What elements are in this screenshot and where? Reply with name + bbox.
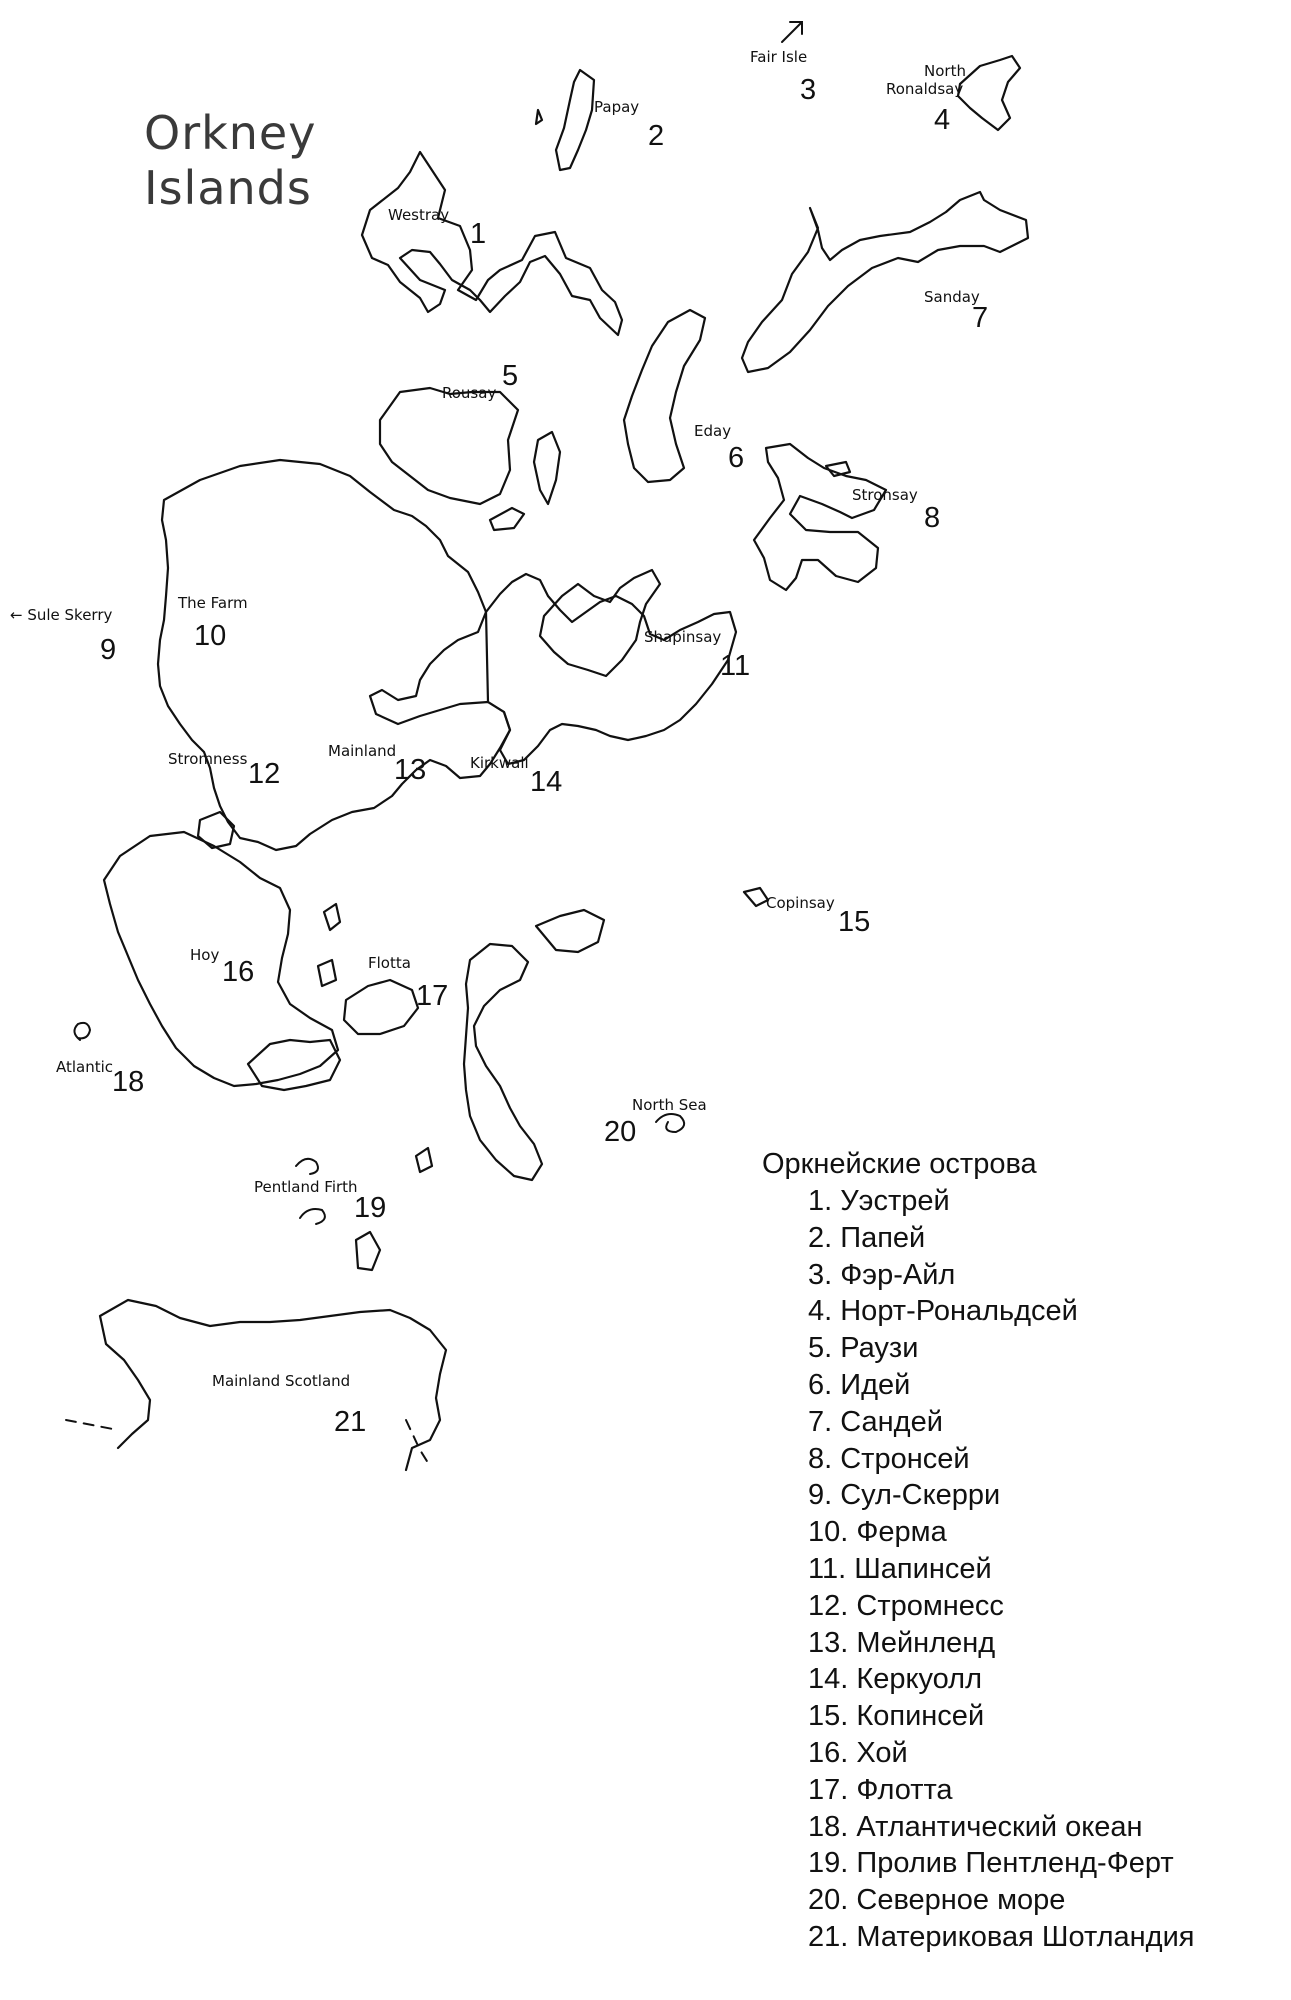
marker-number-19: 19 (354, 1192, 387, 1224)
label-papay: Papay (594, 98, 640, 116)
legend (762, 1146, 1194, 1956)
marker-number-20: 20 (604, 1116, 637, 1148)
label-sanday: Sanday (924, 288, 980, 306)
egilsay-island (534, 432, 560, 504)
legend-item: 18. Атлантический океан (808, 1810, 1143, 1843)
marker-number-12: 12 (248, 758, 281, 790)
legend-item: 6. Идей (808, 1368, 911, 1401)
label-shapinsay: Shapinsay (644, 628, 722, 646)
shapinsay-island (540, 570, 660, 676)
copinsay-island (744, 888, 768, 906)
westray-island (362, 152, 622, 335)
north-sea-swirl-icon (656, 1114, 684, 1132)
legend-item: 9. Сул-Скерри (808, 1479, 1001, 1512)
graemsay-island (198, 812, 234, 848)
legend-item: 21. Материковая Шотландия (808, 1920, 1195, 1953)
hoy-island (104, 832, 338, 1086)
legend-list (762, 1183, 1194, 1956)
legend-item: 8. Стронсей (808, 1442, 970, 1475)
legend-item: 14. Керкуолл (808, 1663, 983, 1696)
fara-island (318, 960, 336, 986)
marker-number-18: 18 (112, 1066, 145, 1098)
sanday-island (742, 192, 1028, 372)
rousay-island (380, 388, 518, 504)
label-hoy: Hoy (190, 946, 220, 964)
marker-number-17: 17 (416, 980, 449, 1012)
label-eday: Eday (694, 422, 732, 440)
legend-heading: Оркнейские острова (762, 1148, 1037, 1180)
marker-number-21: 21 (334, 1406, 367, 1438)
marker-number-8: 8 (924, 502, 941, 534)
coastline-dashed-left (66, 1420, 118, 1430)
legend-item: 10. Ферма (808, 1516, 947, 1549)
marker-number-5: 5 (502, 360, 519, 392)
marker-number-3: 3 (800, 74, 817, 106)
legend-item: 7. Сандей (808, 1405, 943, 1438)
eday-island (624, 310, 705, 482)
label-mainland-scotland: Mainland Scotland (212, 1372, 351, 1390)
legend-item: 19. Пролив Пентленд-Ферт (808, 1847, 1174, 1880)
label-atlantic: Atlantic (56, 1058, 114, 1076)
marker-number-9: 9 (100, 634, 117, 666)
mainland-east (486, 574, 736, 764)
stronsay-island (754, 444, 886, 590)
wyre-island (490, 508, 524, 530)
label-stronsay: Stronsay (852, 486, 918, 504)
label-sule-skerry: ← Sule Skerry (10, 606, 113, 624)
marker-number-7: 7 (972, 302, 989, 334)
legend-item: 13. Мейнленд (808, 1626, 996, 1659)
legend-item: 16. Хой (808, 1736, 908, 1769)
mainland-island (158, 460, 510, 850)
legend-item: 11. Шапинсей (808, 1552, 992, 1585)
map-title (144, 106, 316, 216)
fair-isle-arrow-icon (782, 22, 802, 42)
legend-item: 20. Северное море (808, 1884, 1066, 1917)
legend-item: 12. Стромнесс (808, 1589, 1004, 1622)
label-stromness: Stromness (168, 750, 248, 768)
flotta-island (344, 980, 418, 1034)
map-title-line1: Orkney (144, 106, 317, 160)
label-north-sea: North Sea (632, 1096, 707, 1114)
label-the-farm: The Farm (178, 594, 248, 612)
marker-number-16: 16 (222, 956, 255, 988)
legend-item: 17. Флотта (808, 1773, 953, 1806)
label-pentland-firth: Pentland Firth (254, 1178, 358, 1196)
cava-island (324, 904, 340, 930)
marker-number-2: 2 (648, 120, 665, 152)
label-mainland: Mainland (328, 742, 397, 760)
label-north-ronaldsay-2: Ronaldsay (886, 80, 964, 98)
marker-number-1: 1 (470, 218, 487, 250)
burray-island (536, 910, 604, 952)
label-copinsay: Copinsay (766, 894, 835, 912)
label-flotta: Flotta (368, 954, 411, 972)
label-rousay: Rousay (442, 384, 497, 402)
label-westray: Westray (388, 206, 450, 224)
papay-islet (536, 110, 542, 124)
papay-island (556, 70, 594, 170)
marker-number-14: 14 (530, 766, 563, 798)
marker-number-10: 10 (194, 620, 227, 652)
marker-number-11: 11 (720, 650, 751, 682)
marker-number-15: 15 (838, 906, 871, 938)
legend-item: 2. Папей (808, 1221, 926, 1254)
legend-item: 3. Фэр-Айл (808, 1258, 956, 1291)
papa-stronsay-island (826, 462, 850, 476)
marker-number-4: 4 (934, 104, 951, 136)
legend-item: 5. Раузи (808, 1332, 919, 1365)
label-fair-isle: Fair Isle (750, 48, 808, 66)
legend-item: 4. Норт-Рональдсей (808, 1295, 1078, 1328)
atlantic-swirl-icon (74, 1023, 90, 1040)
marker-number-6: 6 (728, 442, 745, 474)
south-ronaldsay-island (464, 944, 542, 1180)
swona-island (416, 1148, 432, 1172)
marker-number-13: 13 (394, 754, 427, 786)
stroma-island (356, 1232, 380, 1270)
map-title-line2: Islands (144, 161, 312, 216)
label-north-ronaldsay-1: North (924, 62, 966, 80)
north-ronaldsay-island (958, 56, 1020, 130)
legend-item: 1. Уэстрей (808, 1185, 950, 1217)
label-kirkwall: Kirkwall (470, 754, 529, 772)
legend-item: 15. Копинсей (808, 1700, 985, 1733)
